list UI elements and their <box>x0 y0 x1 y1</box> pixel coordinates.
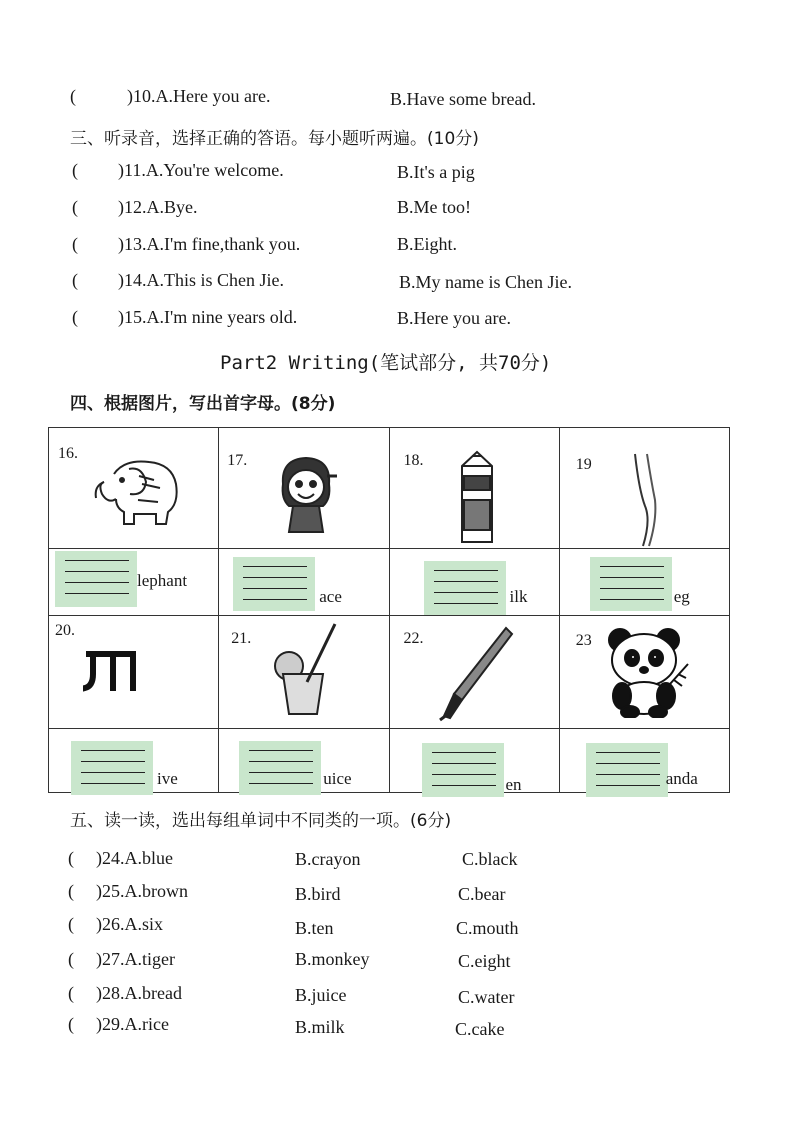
option-c: C.water <box>458 987 515 1007</box>
picture-cell <box>49 428 219 549</box>
option-b: B.Eight. <box>397 234 458 254</box>
picture-cell <box>219 428 389 549</box>
option-b: B.It's a pig <box>397 162 475 182</box>
answer-cell <box>559 729 729 793</box>
option-b: B.milk <box>295 1017 345 1037</box>
answer-cell <box>219 729 389 793</box>
option-a: )15.A.I'm nine years old. <box>118 307 298 327</box>
answer-paren: ( <box>68 983 74 1003</box>
answer-cell <box>49 729 219 793</box>
option-a: )11.A.You're welcome. <box>118 160 284 180</box>
option-c: C.black <box>462 849 518 869</box>
answer-paren: ( <box>72 270 78 290</box>
answer-paren: ( <box>72 234 78 254</box>
answer-writing-lines[interactable] <box>71 741 153 795</box>
section-4-title: 四、根据图片，写出首字母。(8分) <box>70 394 336 414</box>
option-b: B.monkey <box>295 949 370 969</box>
answer-paren: ( <box>68 914 74 934</box>
answer-cell <box>559 549 729 616</box>
answer-cell <box>219 549 389 616</box>
word-ending: ive <box>157 769 178 788</box>
answer-paren: ( <box>68 1014 74 1034</box>
option-b: B.juice <box>295 985 347 1005</box>
leg-icon <box>625 450 665 548</box>
word-ending: ace <box>319 587 342 606</box>
answer-paren: ( <box>68 949 74 969</box>
option-c: C.cake <box>455 1019 505 1039</box>
option-a: )24.A.blue <box>96 848 173 868</box>
option-b: B.My name is Chen Jie. <box>399 272 572 292</box>
word-ending: eg <box>673 587 690 606</box>
milk-carton-icon <box>454 446 500 546</box>
answer-paren: ( <box>72 160 78 180</box>
picture-cell <box>389 616 559 729</box>
answer-paren: ( <box>72 197 78 217</box>
option-b: B.Have some bread. <box>390 89 536 109</box>
picture-cell <box>219 616 389 729</box>
question-number: 18. <box>403 452 424 469</box>
answer-writing-lines[interactable] <box>422 743 504 797</box>
pen-icon <box>436 624 516 724</box>
answer-cell <box>49 549 219 616</box>
option-b: B.bird <box>295 884 341 904</box>
section-5-title: 五、读一读，选出每组单词中不同类的一项。(6分) <box>70 811 452 831</box>
part2-title: Part2 Writing(笔试部分, 共70分) <box>220 352 552 374</box>
answer-writing-lines[interactable] <box>233 557 315 611</box>
option-a: )27.A.tiger <box>96 949 175 969</box>
option-c: C.eight <box>458 951 511 971</box>
option-a: )26.A.six <box>96 914 163 934</box>
option-b: B.Me too! <box>397 197 471 217</box>
picture-cell <box>389 428 559 549</box>
answer-paren: ( <box>70 86 76 106</box>
picture-cell <box>559 616 729 729</box>
question-number: 20. <box>55 622 75 639</box>
section-3-title: 三、听录音，选择正确的答语。每小题听两遍。(10分) <box>70 129 479 149</box>
option-a: )13.A.I'm fine,thank you. <box>118 234 301 254</box>
option-a: )29.A.rice <box>96 1014 169 1034</box>
word-ending: lephant <box>137 571 188 590</box>
face-icon <box>271 454 341 539</box>
number-five-icon <box>83 644 143 694</box>
answer-paren: ( <box>68 848 74 868</box>
option-b: B.crayon <box>295 849 361 869</box>
option-a: )14.A.This is Chen Jie. <box>118 270 284 290</box>
picture-table <box>48 427 730 793</box>
answer-paren: ( <box>72 307 78 327</box>
answer-writing-lines[interactable] <box>424 561 506 615</box>
answer-writing-lines[interactable] <box>590 557 672 611</box>
option-c: C.mouth <box>456 918 519 938</box>
picture-cell <box>49 616 219 729</box>
word-ending: anda <box>665 769 698 788</box>
option-a: )28.A.bread <box>96 983 182 1003</box>
question-number: 22. <box>403 630 424 647</box>
answer-writing-lines[interactable] <box>239 741 321 795</box>
option-b: B.Here you are. <box>397 308 511 328</box>
word-ending: ilk <box>509 587 528 606</box>
option-a: )12.A.Bye. <box>118 197 198 217</box>
question-number: 19 <box>575 456 592 473</box>
option-a: )10.A.Here you are. <box>127 86 271 106</box>
word-ending: uice <box>323 769 352 788</box>
picture-cell <box>559 428 729 549</box>
answer-writing-lines[interactable] <box>55 551 137 607</box>
question-number: 21. <box>231 630 252 647</box>
answer-cell <box>389 549 559 616</box>
question-number: 17. <box>227 452 248 469</box>
option-b: B.ten <box>295 918 334 938</box>
answer-cell <box>389 729 559 793</box>
answer-paren: ( <box>68 881 74 901</box>
option-c: C.bear <box>458 884 506 904</box>
option-a: )25.A.brown <box>96 881 188 901</box>
word-ending: en <box>505 775 522 794</box>
juice-glass-icon <box>269 622 345 718</box>
elephant-icon <box>94 454 184 529</box>
question-number: 23 <box>575 632 592 649</box>
question-number: 16. <box>58 445 78 462</box>
answer-writing-lines[interactable] <box>586 743 668 797</box>
panda-icon <box>602 624 692 718</box>
